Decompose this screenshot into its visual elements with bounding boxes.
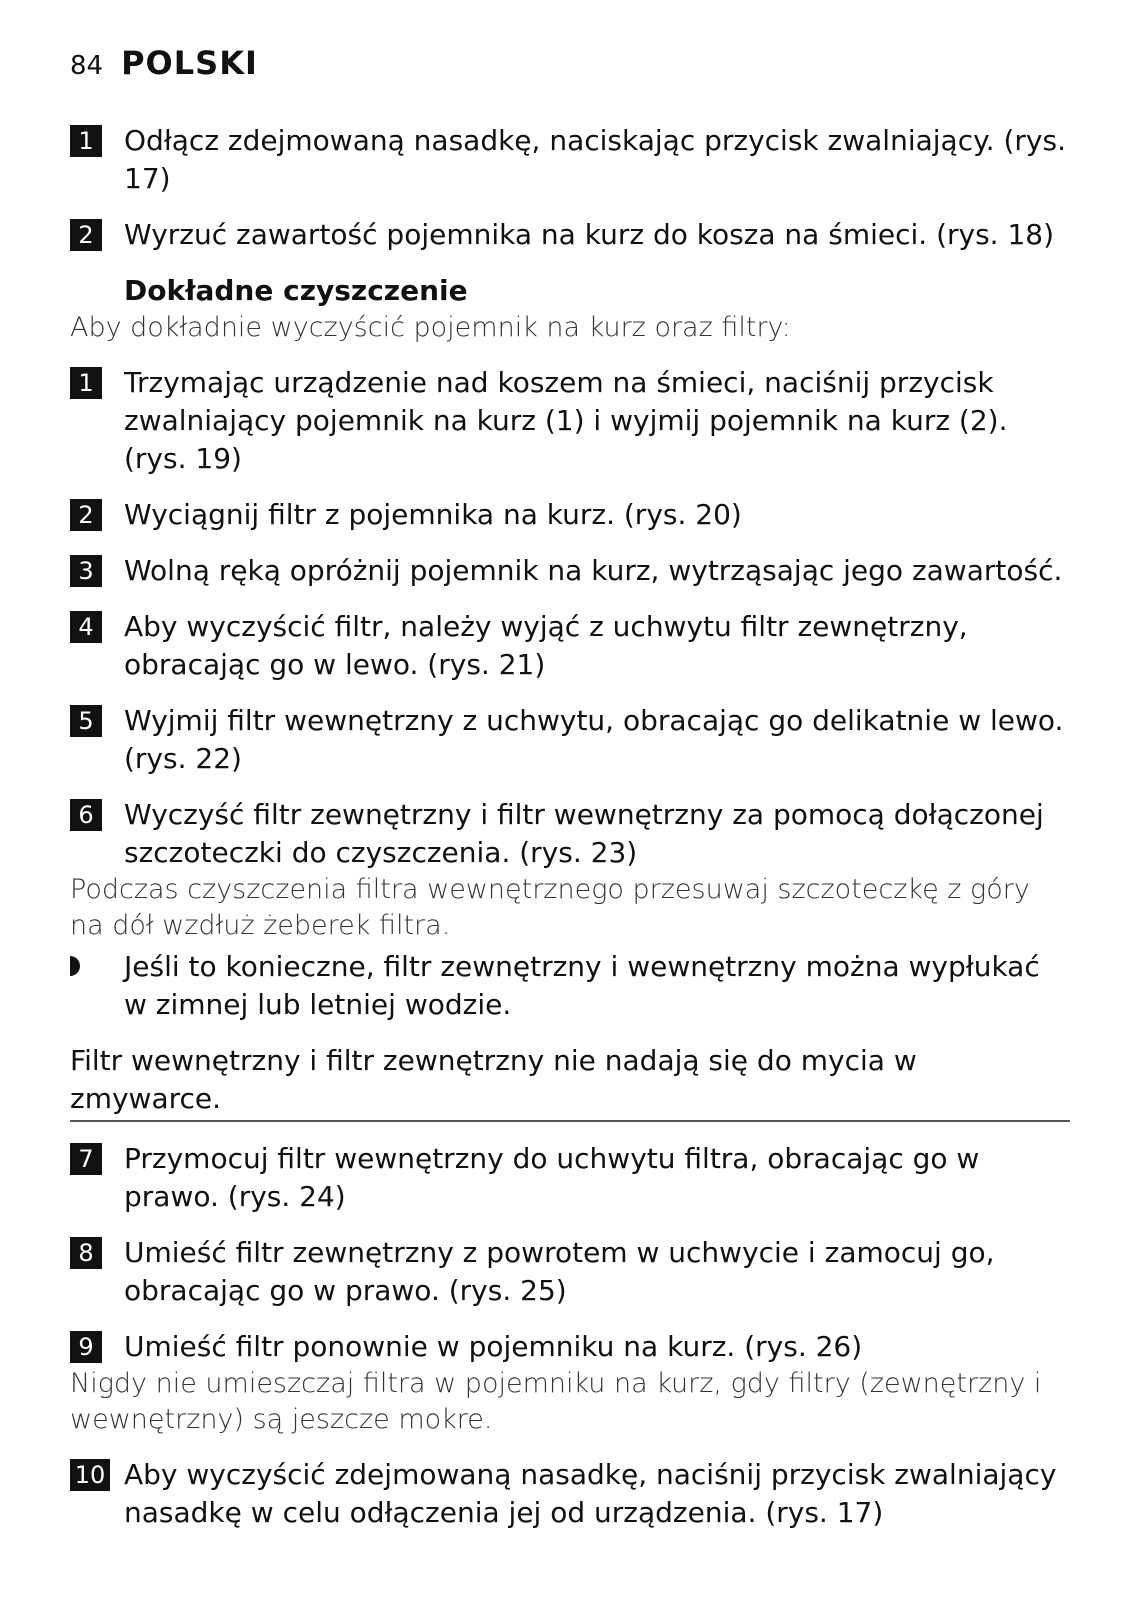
step-item bbox=[70, 496, 1070, 534]
step-item bbox=[70, 552, 1070, 590]
bullet-item bbox=[70, 948, 1070, 1024]
step-number: 2 bbox=[70, 219, 102, 251]
step-item bbox=[70, 1456, 1070, 1532]
step-item bbox=[70, 1234, 1070, 1310]
step-text: Aby wyczyścić filtr, należy wyjąć z uchwytu filtr zewnętrzny, obracając go w lewo. (rys. 21) bbox=[124, 610, 968, 681]
step-text: Wyrzuć zawartość pojemnika na kurz do kosza na śmieci. (rys. 18) bbox=[124, 218, 1055, 251]
step-item bbox=[70, 796, 1070, 872]
note-text: Nigdy nie umieszczaj filtra w pojemniku na kurz, gdy filtry (zewnętrzny i wewnętrzny) są jeszcze mokre. bbox=[70, 1368, 1042, 1435]
step-item bbox=[70, 1140, 1070, 1216]
step-item bbox=[70, 1328, 1070, 1366]
step-item bbox=[70, 216, 1070, 254]
note-text: Podczas czyszczenia filtra wewnętrznego przesuwaj szczoteczkę z góry na dół wzdłuż żeberek filtra. bbox=[70, 874, 1030, 941]
step-number: 1 bbox=[70, 125, 102, 157]
section-heading: Dokładne czyszczenie bbox=[124, 274, 468, 307]
step-item bbox=[70, 122, 1070, 198]
step-number: 7 bbox=[70, 1143, 102, 1175]
step-number: 3 bbox=[70, 555, 102, 587]
step-text: Wyjmij filtr wewnętrzny z uchwytu, obracając go delikatnie w lewo. (rys. 22) bbox=[124, 704, 1064, 775]
page-number: 84 bbox=[70, 51, 104, 81]
page-header bbox=[70, 44, 258, 82]
step-item bbox=[70, 608, 1070, 684]
step-item bbox=[70, 702, 1070, 778]
bullet-icon bbox=[70, 956, 80, 976]
step-text: Umieść filtr ponownie w pojemniku na kurz. (rys. 26) bbox=[124, 1330, 863, 1363]
language-heading: POLSKI bbox=[121, 44, 258, 82]
step-text: Przymocuj filtr wewnętrzny do uchwytu filtra, obracając go w prawo. (rys. 24) bbox=[124, 1142, 980, 1213]
step-text: Odłącz zdejmowaną nasadkę, naciskając przycisk zwalniający. (rys. 17) bbox=[124, 124, 1066, 195]
step-text: Wolną ręką opróżnij pojemnik na kurz, wytrząsając jego zawartość. bbox=[124, 554, 1063, 587]
bullet-text: Jeśli to konieczne, filtr zewnętrzny i wewnętrzny można wypłukać w zimnej lub letniej wodzie. bbox=[124, 950, 1040, 1021]
step-item bbox=[70, 364, 1070, 478]
section-intro: Aby dokładnie wyczyścić pojemnik na kurz oraz filtry: bbox=[70, 312, 791, 343]
warning-text: Filtr wewnętrzny i filtr zewnętrzny nie nadają się do mycia w zmywarce. bbox=[70, 1042, 1070, 1122]
page-content bbox=[70, 122, 1070, 1550]
step-number: 8 bbox=[70, 1237, 102, 1269]
step-number: 6 bbox=[70, 799, 102, 831]
step-text: Umieść filtr zewnętrzny z powrotem w uchwycie i zamocuj go, obracając go w prawo. (rys. 25) bbox=[124, 1236, 995, 1307]
step-number: 4 bbox=[70, 611, 102, 643]
step-number: 10 bbox=[70, 1459, 110, 1491]
step-number: 2 bbox=[70, 499, 102, 531]
step-text: Wyczyść filtr zewnętrzny i filtr wewnętrzny za pomocą dołączonej szczoteczki do czyszczenia. (rys. 23) bbox=[124, 798, 1044, 869]
step-number: 1 bbox=[70, 367, 102, 399]
step-text: Aby wyczyścić zdejmowaną nasadkę, naciśnij przycisk zwalniający nasadkę w celu odłączenia jej od urządzenia. (rys. 17) bbox=[124, 1458, 1057, 1529]
step-text: Wyciągnij filtr z pojemnika na kurz. (rys. 20) bbox=[124, 498, 742, 531]
step-number: 9 bbox=[70, 1331, 102, 1363]
step-number: 5 bbox=[70, 705, 102, 737]
step-text: Trzymając urządzenie nad koszem na śmieci, naciśnij przycisk zwalniający pojemnik na kurz (1) i wyjmij pojemnik na kurz (2). (rys. 19) bbox=[124, 366, 1008, 475]
